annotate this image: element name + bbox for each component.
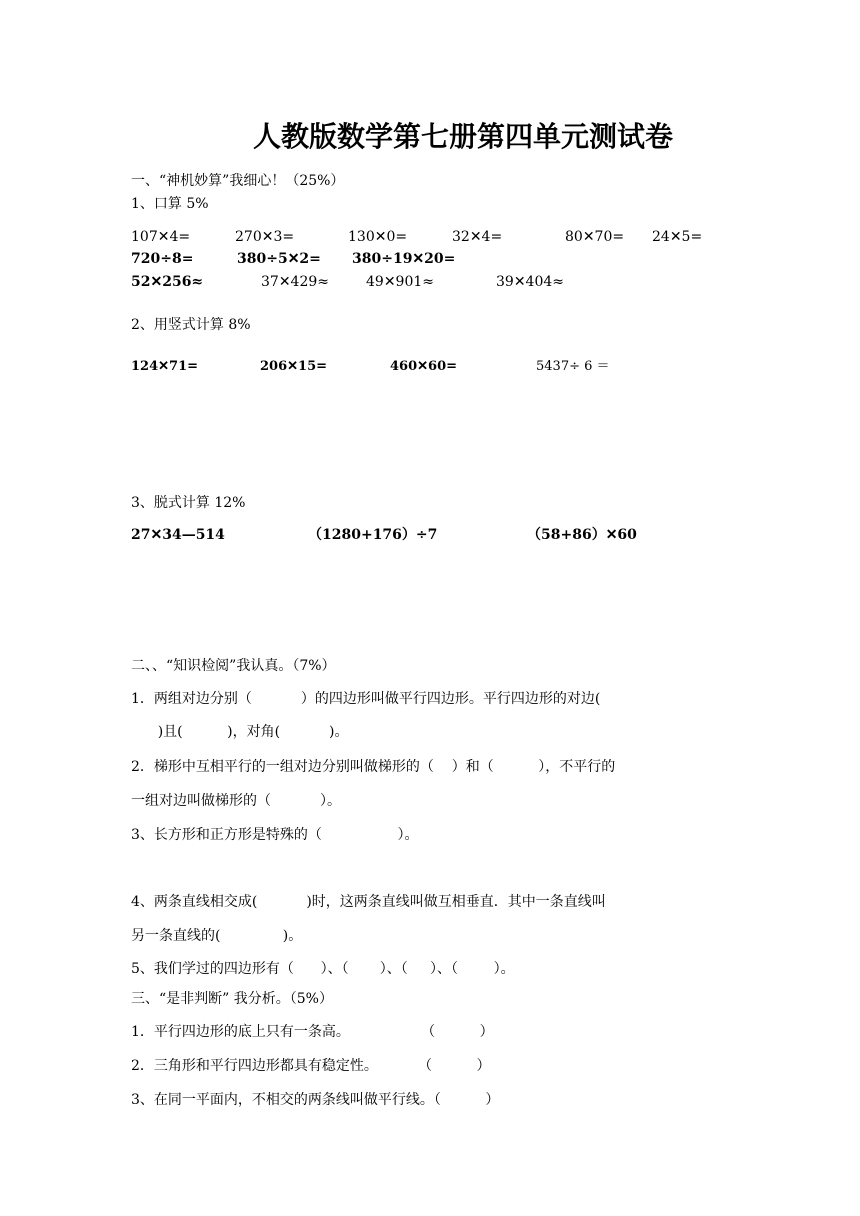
section3-q3: 3、在同一平面内，不相交的两条线叫做平行线。（ ） xyxy=(131,1092,500,1108)
section2-heading: 二、、“知识检阅”我认真。（7%） xyxy=(131,658,336,674)
oral-calc-item: 107✕4= xyxy=(131,229,191,245)
vertical-calc-item: 124✕71= xyxy=(131,359,199,374)
oral-calc-item: 380÷5✕2= xyxy=(237,251,321,267)
estimate-item: 49✕901≈ xyxy=(366,274,434,290)
section2-q2: 2．梯形中互相平行的一组对边分别叫做梯形的（ ）和（ ），不平行的 xyxy=(131,759,616,775)
section2-q1-cont: )且( )，对角( )。 xyxy=(131,724,349,740)
oral-calc-item: 32✕4= xyxy=(452,229,503,245)
section3-heading: 三、“是非判断” 我分析。（5%） xyxy=(131,991,333,1007)
section2-q4: 4、两条直线相交成( )时，这两条直线叫做互相垂直．其中一条直线叫 xyxy=(131,894,606,910)
step-calc-item: 27✕34—514 xyxy=(131,527,225,543)
section3-q2: 2．三角形和平行四边形都具有稳定性。 （ ） xyxy=(131,1058,491,1074)
oral-calc-item: 130✕0= xyxy=(348,229,408,245)
step-calc-item: （58+86）✕60 xyxy=(527,527,637,543)
q1-label: 1、口算 5% xyxy=(131,196,209,212)
section3-q1: 1．平行四边形的底上只有一条高。 （ ） xyxy=(131,1024,494,1040)
estimate-item: 37✕429≈ xyxy=(261,274,329,290)
section2-q4-cont: 另一条直线的( )。 xyxy=(131,928,303,944)
estimate-item: 52✕256≈ xyxy=(131,274,204,290)
section1-heading: 一、“神机妙算”我细心！（25%） xyxy=(131,173,345,189)
section2-q2-cont: 一组对边叫做梯形的（ ）。 xyxy=(131,793,341,809)
vertical-calc-item: 206✕15= xyxy=(260,359,328,374)
vertical-calc-item: 5437÷ 6 ＝ xyxy=(536,359,610,374)
q2-label: 2、用竖式计算 8% xyxy=(131,317,251,333)
q3-label: 3、脱式计算 12% xyxy=(131,495,246,511)
section2-q5: 5、我们学过的四边形有（ ）、（ ）、（ ）、（ ）。 xyxy=(131,961,515,977)
section2-q3: 3、长方形和正方形是特殊的（ ）。 xyxy=(131,827,419,843)
oral-calc-item: 380÷19✕20= xyxy=(352,251,456,267)
section2-q1: 1．两组对边分别（ ）的四边形叫做平行四边形。平行四边形的对边( xyxy=(131,691,601,707)
oral-calc-item: 720÷8= xyxy=(131,251,194,267)
step-calc-item: （1280+176）÷7 xyxy=(308,527,438,543)
page-title: 人教版数学第七册第四单元测试卷 xyxy=(253,120,674,153)
estimate-item: 39✕404≈ xyxy=(496,274,564,290)
oral-calc-item: 270✕3= xyxy=(235,229,295,245)
oral-calc-item: 80✕70= xyxy=(565,229,625,245)
oral-calc-item: 24✕5= xyxy=(652,229,703,245)
vertical-calc-item: 460✕60= xyxy=(390,359,458,374)
